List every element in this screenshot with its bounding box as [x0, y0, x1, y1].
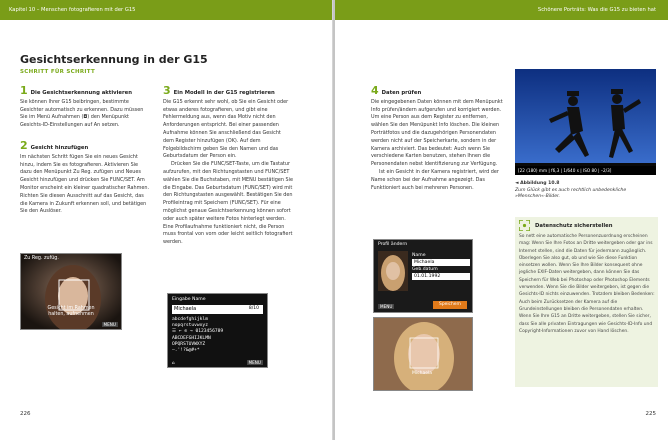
- camera-screen-profile: [373, 239, 473, 313]
- screen2-title: Eingabe Name: [172, 297, 206, 302]
- step-number-4: 4: [371, 84, 379, 97]
- tip-box: [515, 217, 658, 387]
- profile-date-label: Geb.datum: [412, 267, 438, 272]
- step-text-1: Sie können Ihrer G15 beibringen, bestimmte Gesichter automatisch zu erkennen. Dazu müssen Sie im Menü Aufnahmen (◘) den Menüpunkt Gesichts-ID-Einstellungen auf An setzen.: [20, 98, 144, 129]
- screen1-top-label: Zu Reg. zufüg.: [24, 256, 59, 261]
- step-number-2: 2: [20, 138, 28, 152]
- recognized-name-tag: Michaela: [412, 371, 432, 376]
- screen2-counter: 8/10: [248, 306, 259, 311]
- step-text-4b: Ist ein Gesicht in der Kamera registriert, wird der Name schon bei der Aufnahme angezeigt. Das Funktioniert auch bei mehreren Personen.: [371, 168, 499, 191]
- step-heading-1: Die Gesichtserkennung aktivieren: [30, 90, 132, 96]
- page-title: Gesichtserkennung in der G15: [20, 53, 208, 66]
- step-heading-3: Ein Modell in der G15 registrieren: [173, 90, 275, 96]
- photo-exif: [22 (180) mm | f6,3 | 1/640 s | ISO 80 | –2/3]: [515, 166, 656, 175]
- save-button[interactable]: Speichern: [433, 301, 467, 309]
- screen2-keyboard: [172, 317, 223, 354]
- step-text-3b: Drücken Sie die FUNC/SET-Taste, um die Tastatur aufzurufen, mit den Richtungstasten und FUNC/SET wählen Sie die Buchstaben, mit MENU bestätigen Sie die Eingabe. Das Geburtsdatum (FUNC/SET) wird mit den Richtungstasten ausgewählt. Bestätigen Sie den Profileintrag mit Speichern (FUNC/SET). Für eine möglichst genaue Gesichtserkennung können sofort oder auch später weitere Fotos hinterlegt werden. Eine Profilaufnahme funktioniert nicht, die Person muss frontal von vorn oder leicht seitlich fotografiert werden.: [163, 161, 293, 246]
- recognition-illustration: [374, 318, 472, 390]
- keyboard-row-1: abcdefghijklm: [172, 317, 208, 322]
- keyboard-row-4: ABCDEFGHIJKLMN: [172, 335, 211, 341]
- keyboard-row-5: OPQRSTUVWXYZ: [172, 341, 206, 347]
- screen2-name-field: Michaela: [172, 305, 263, 314]
- portrait-thumbnail-icon: [378, 251, 408, 291]
- screen1-overlay: [21, 306, 121, 318]
- page-number-right: 225: [645, 411, 656, 417]
- step-number-1: 1: [20, 84, 28, 97]
- page-subtitle: SCHRITT FÜR SCHRITT: [20, 69, 96, 75]
- step-text-3a: Die G15 erkennt sehr wohl, ob Sie ein Gesicht oder etwas anderes fotografieren, und gibt eine Fehlermeldung aus, wenn das Motiv nicht den Anforderungen entspricht. Bei einer passenden Aufnahme können Sie anschließend das Gesicht dem Register hinzufügen (OK). Auf dem Folgebildschirm geben Sie den Namen und das Geburtsdatum der Person ein.: [163, 98, 289, 160]
- tip-corner-icon: [519, 220, 530, 231]
- profile-date-value: 01.01.1992: [412, 273, 470, 280]
- left-page-header: Kapitel 10 – Menschen fotografieren mit der G15: [0, 0, 333, 20]
- screen2-menu-label: MENU: [248, 360, 261, 365]
- caption-text: Zum Glück gibt es auch rechtlich unbedenkliche »Menschen«-Bilder.: [515, 187, 627, 199]
- caption-label: ◄ Abbildung 10.8: [515, 181, 560, 186]
- profile-thumbnail: [378, 251, 408, 291]
- screen1-menu-label: MENU: [103, 322, 116, 327]
- camera-screen-recognition: [373, 317, 473, 391]
- keyboard-row-6: –.'!?&@#+*: [172, 348, 200, 354]
- screen1-overlay-line1: Gesicht im Rahmen: [47, 306, 95, 311]
- camera-screen-face-capture: [20, 253, 122, 330]
- home-icon: ⌂: [172, 360, 175, 365]
- profile-menu-label: MENU: [380, 304, 393, 309]
- profile-name-label: Name: [412, 253, 426, 258]
- profile-title: Profil ändern: [378, 242, 408, 247]
- right-page-header: Schönere Porträts: Was die G15 zu bieten hat: [335, 0, 668, 20]
- step-column-2: [163, 84, 293, 247]
- step-text-2: Im nächsten Schritt fügen Sie ein neues Gesicht hinzu, indem Sie es fotografieren. Aktivieren Sie dazu den Menüpunkt Zu Reg. zufügen und Neues Gesicht hinzufügen und drücken Sie FUNC/SET. Am Monitor erscheint ein kleiner quadratischer Rahmen. Richten Sie diesen Ausschnitt auf das Gesicht, das die Kamera in Zukunft erkennen soll, und betätigen Sie den Auslöser.: [20, 153, 150, 215]
- step-text-4a: Die eingegebenen Daten können mit dem Menüpunkt Info prüfen/ändern aufgerufen und korrigiert werden. Um eine Person aus dem Register zu entfernen, wählen Sie den Menüpunkt Info löschen. Die kleinen Porträtfotos und die dazugehörigen Personendaten werden nicht auf der Speicherkarte, sondern in der Kamera archiviert. Das bedeutet: Auch wenn Sie verschiedene Karten benutzen, stehen Ihnen die Personendaten nebst Identifizierung zur Verfügung.: [371, 98, 503, 168]
- keyboard-row-2: nopqrstuvwxyz: [172, 323, 208, 329]
- profile-fields: [412, 252, 470, 280]
- photo-caption: [515, 181, 655, 201]
- photo-two-figures: [515, 69, 656, 175]
- step-heading-4: Daten prüfen: [381, 90, 422, 96]
- step-column-1: [20, 84, 150, 216]
- keyboard-row-3: ☰ ← ⊙ → 0123456789: [172, 329, 224, 335]
- camera-screen-name-entry: [167, 293, 268, 368]
- tip-text: So nett eine automatische Personenzuordnung erscheinen mag: Wenn Sie Ihre Fotos an Dritte weitergeben oder gar ins Internet stellen, sind die Daten für jedermann zugänglich. Überlegen Sie also gut, ob und wie Sie diese Funktion einsetzen wollen. Wenn Sie Ihre Bilder konsequent ohne jegliche EXIF-Daten weitergeben, dann können Sie das Speichern für Web bei Photoshop oder Photoshop Elements verwenden. Wenn Sie die Bilder weitergeben, ist gegen die Gesichts-ID nichts einzuwenden. Trotzdem bleiben Bedenken: Auch beim Zurücksetzen der Kamera auf die Grundeinstellungen bleiben die Personendaten erhalten. Wenn Sie Ihre G15 an Dritte weitergeben, stellen Sie sicher, dass Sie alle privaten Eintragungen wie Gesichts-ID-Info und Copyright-Informationen zuvor von Hand löschen.: [519, 234, 655, 334]
- step-number-3: 3: [163, 84, 171, 97]
- two-figures-photo: [515, 69, 656, 175]
- right-page: [335, 0, 668, 440]
- tip-heading: Datenschutz sicherstellen: [535, 223, 613, 229]
- profile-name-value: Michaela: [412, 259, 470, 266]
- screen1-overlay-line2: halten, aufnehmen: [48, 312, 94, 317]
- left-page: [0, 0, 333, 440]
- page-number-left: 226: [20, 411, 31, 417]
- step-column-4: [371, 84, 503, 192]
- step-heading-2: Gesicht hinzufügen: [30, 144, 89, 151]
